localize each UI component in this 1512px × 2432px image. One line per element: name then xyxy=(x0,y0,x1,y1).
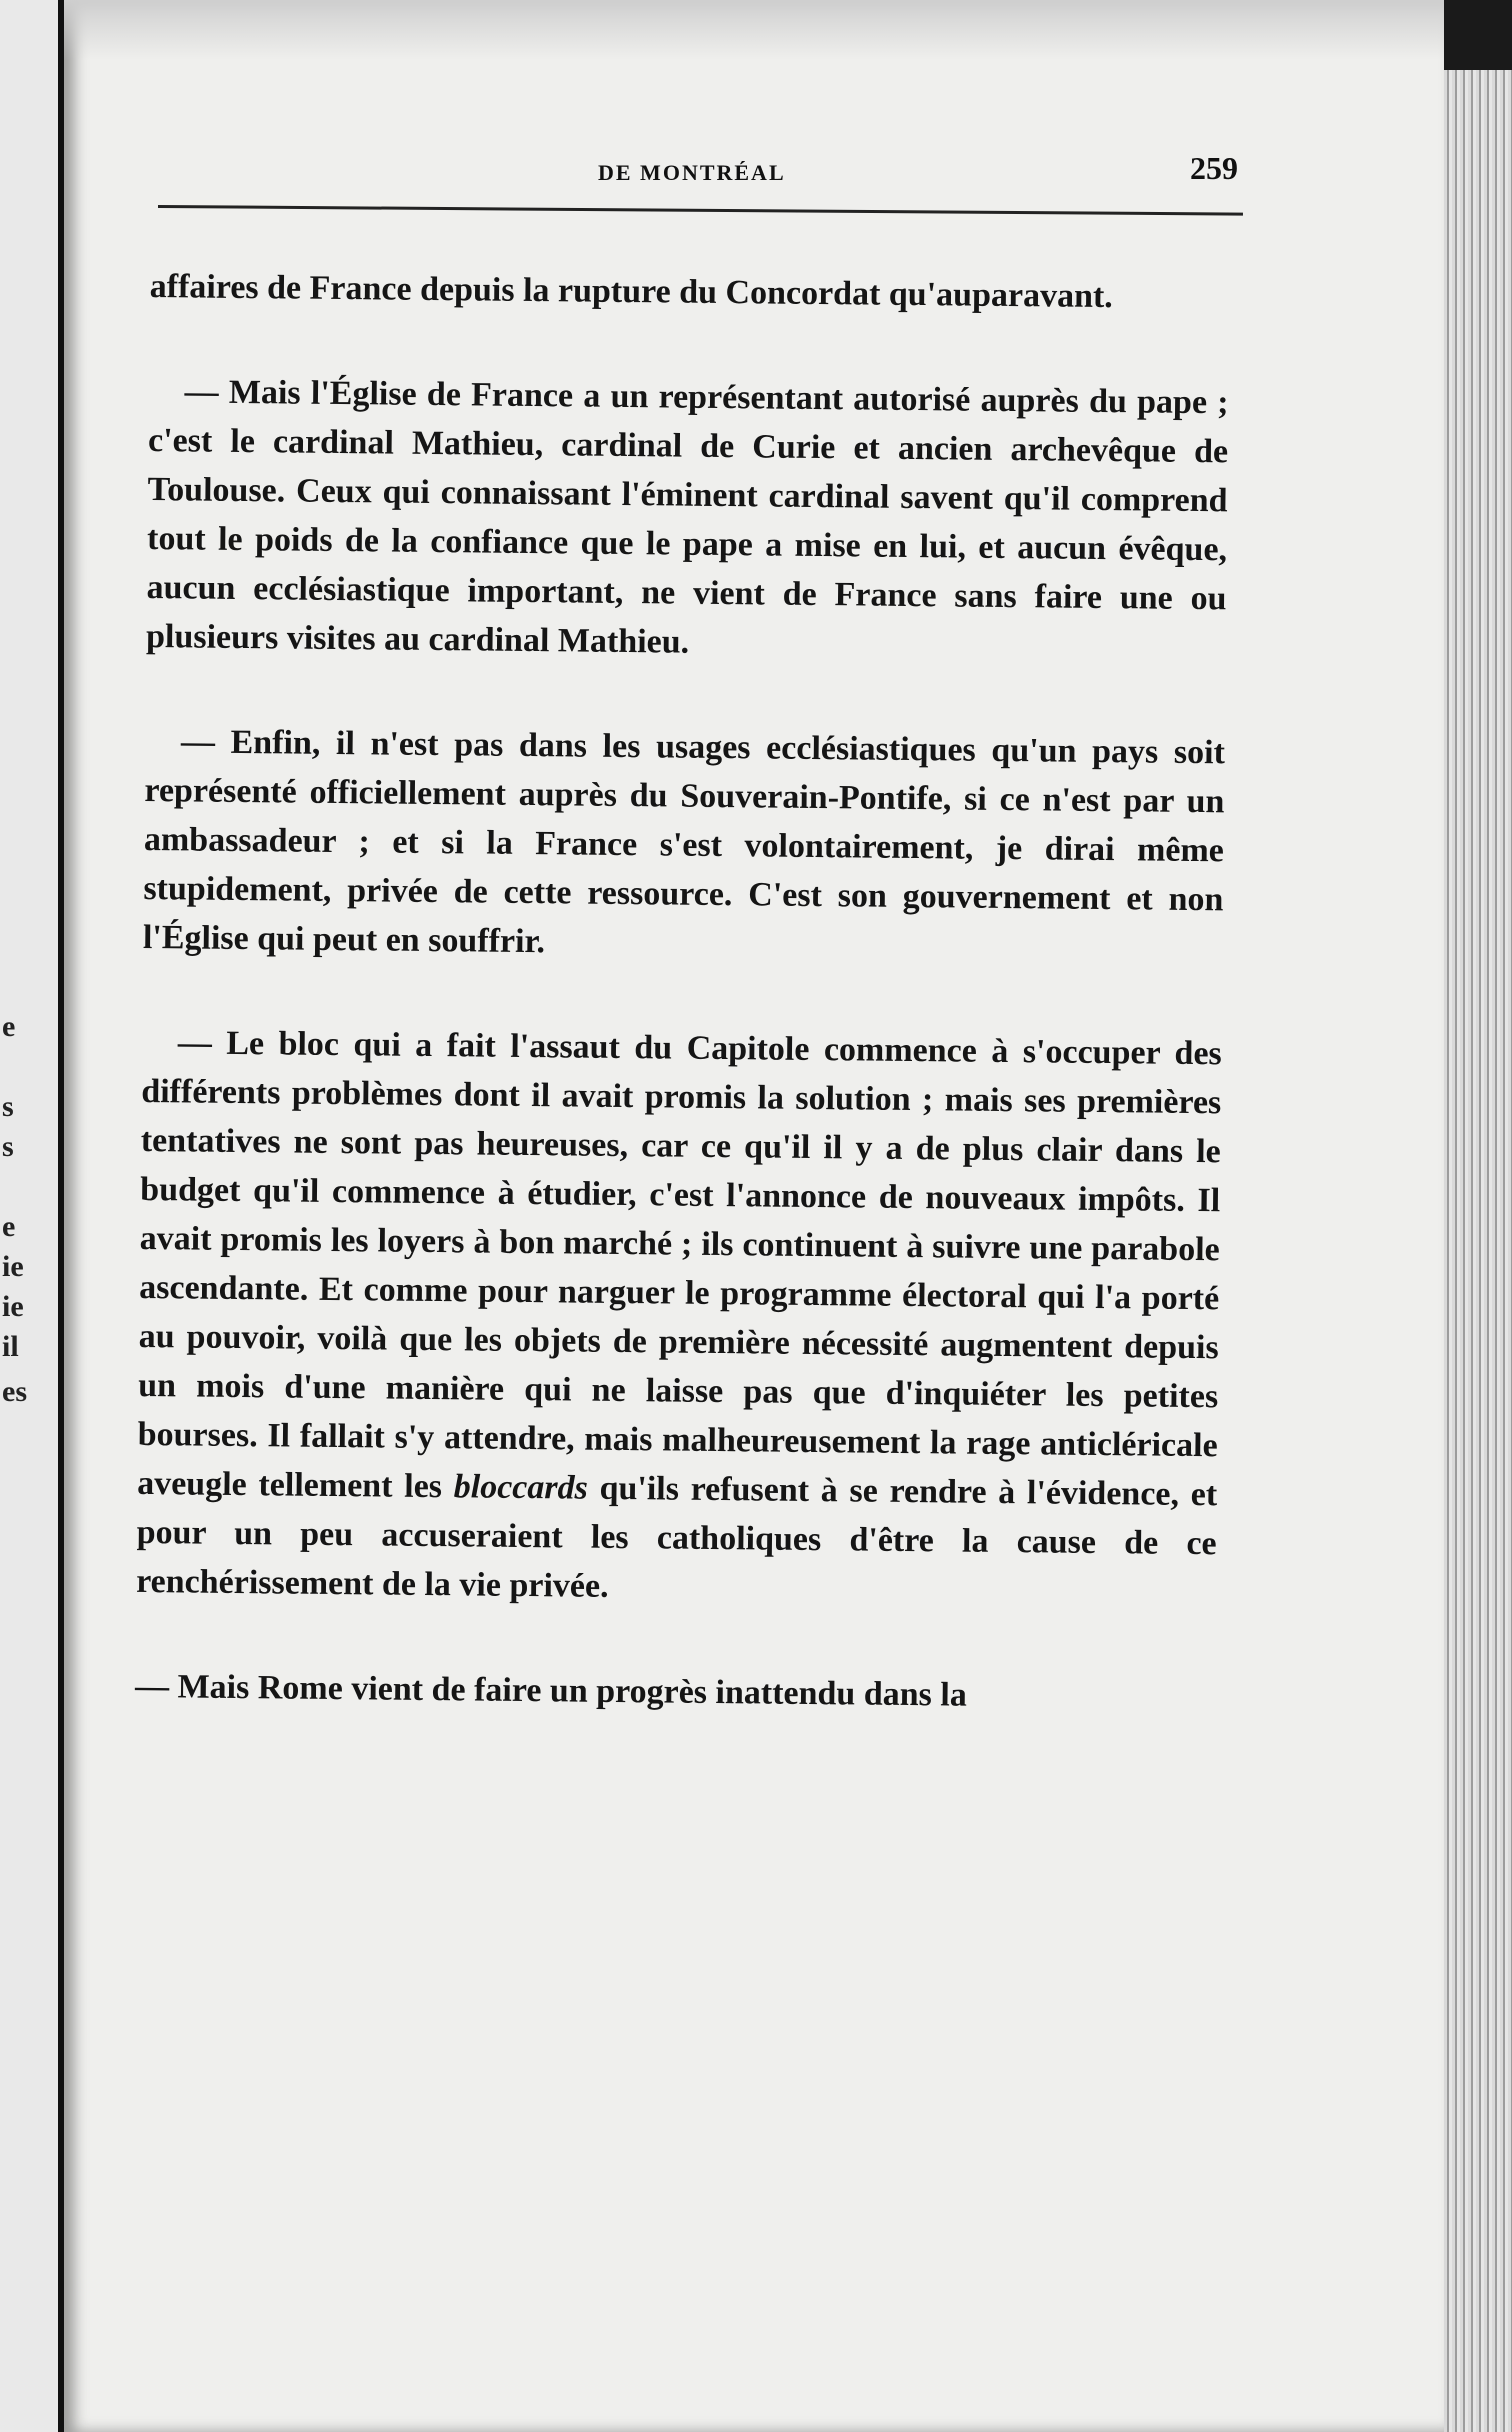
paragraph: affaires de France depuis la rupture du Concordat qu'auparavant. xyxy=(149,267,1113,316)
margin-fragment: es xyxy=(2,1375,27,1408)
margin-fragment: e xyxy=(2,1010,16,1043)
running-head: DE MONTRÉAL xyxy=(598,160,786,185)
margin-fragment: s xyxy=(2,1130,14,1163)
page-stack-edges xyxy=(1444,70,1512,2432)
page-number: 259 xyxy=(1190,150,1238,186)
margin-fragment: il xyxy=(2,1330,19,1363)
previous-page-edge xyxy=(0,0,64,2432)
paragraph-text: qu'ils refusent à se rendre à l'évidence, et pour un peu accuseraient les catholiques d'être la cause de ce renchérissement de la vie privée. xyxy=(135,1469,1218,1605)
margin-fragment: ie xyxy=(2,1290,24,1323)
paragraph xyxy=(136,1018,1222,1617)
body-text xyxy=(135,262,1230,1722)
paragraph: — Mais Rome vient de faire un progrès inattendu dans la xyxy=(134,1667,968,1714)
italic-term: bloccards xyxy=(453,1468,589,1507)
paragraph: — Enfin, il n'est pas dans les usages ecclésiastiques qu'un pays soit représenté officiellement auprès du Souverain-Pontife, si ce n'est par un ambassadeur ; et si la France s'est volontairement, je dirai même stupidement, privée de cette ressource. C'est son gouvernement et non l'Église qui peut en souffrir. xyxy=(142,723,1226,961)
paragraph-text: — Le bloc qui a fait l'assaut du Capitole commence à s'occuper des différents problèmes dont il avait promis la solution ; mais ses premières tentatives ne sont pas heureuses, car ce qu'il il y a de plus clair dans le budget qu'il commence à étudier, c'est l'annonce de nouveaux impôts. Il avait promis les loyers à bon marché ; ils continuent à suivre une parabole ascendante. Et comme pour narguer le programme électoral qui l'a porté au pouvoir, voilà que les objets de première nécessité augmentent depuis un mois d'une manière qui ne laisse pas que d'inquiéter les petites bourses. Il fallait s'y attendre, mais malheureusement la rage anticléricale aveugle tellement les xyxy=(137,1024,1222,1506)
page-header xyxy=(158,150,1238,210)
margin-fragment: s xyxy=(2,1090,14,1123)
paragraph: — Mais l'Église de France a un représentant autorisé auprès du pape ; c'est le cardinal Mathieu, cardinal de Curie et ancien archevêque de Toulouse. Ceux qui connaissant l'éminent cardinal savent qu'il comprend tout le poids de la confiance que le pape a mise en lui, et aucun évêque, aucun ecclésiastique important, ne vient de France sans faire une ou plusieurs visites au cardinal Mathieu. xyxy=(145,373,1229,661)
margin-fragment: e xyxy=(2,1210,16,1243)
margin-fragment: ie xyxy=(2,1250,24,1283)
